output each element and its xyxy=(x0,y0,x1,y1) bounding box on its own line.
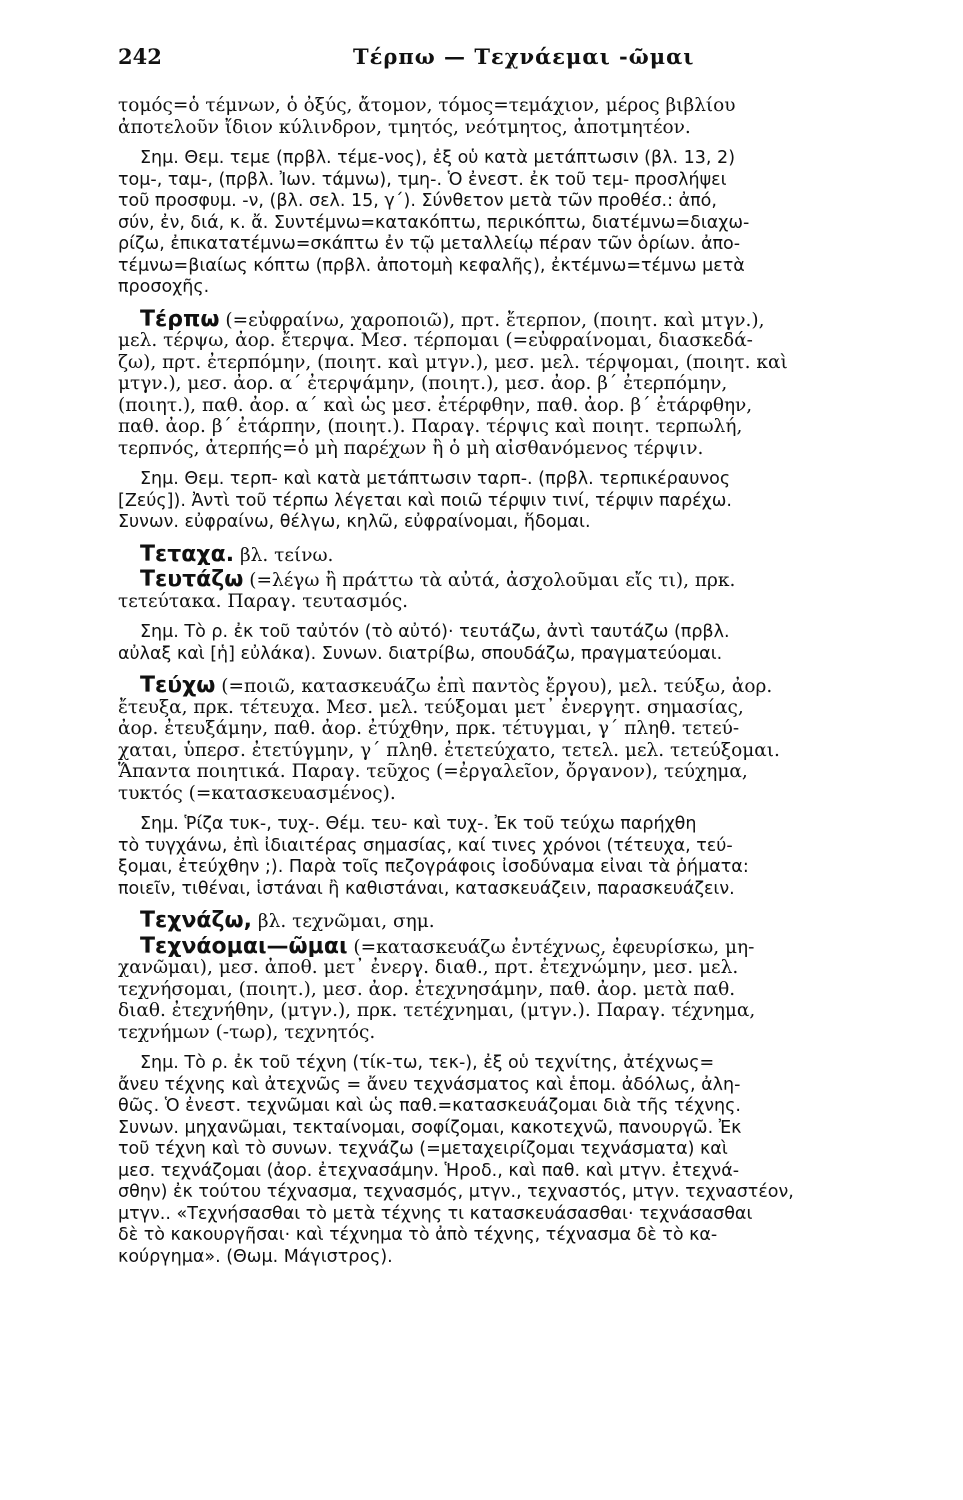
text-line: χαται, ὑπερσ. ἐτετύγμην, γ΄ πληθ. ἐτετεύχατο, τετελ. μελ. τετεύξομαι. xyxy=(118,739,780,761)
text-line: τὸ τυγχάνω, ἐπὶ ἰδιαιτέρας σημασίας, καί τινες χρόνοι (τέτευχα, τεύ- xyxy=(118,835,733,856)
text-line: ζω), πρτ. ἐτερπόμην, (ποιητ. καὶ μτγν.), μεσ. μελ. τέρψομαι, (ποιητ. καὶ xyxy=(118,351,788,373)
text-line: τέμνω=βιαίως κόπτω (πρβλ. ἀποτομὴ κεφαλῆς), ἐκτέμνω=τέμνω μετὰ xyxy=(118,255,745,276)
headword: Τευτάζω xyxy=(140,569,244,591)
text-line: τοῦ προσφυμ. -ν, (βλ. σελ. 15, γ΄). Σύνθετον μετὰ τῶν προθέσ.: ἀπό, xyxy=(118,191,717,211)
text-line: ἀορ. ἐτευξάμην, παθ. ἀορ. ἐτύχθην, πρκ. τέτυγμαι, γ΄ πληθ. τετεύ- xyxy=(118,718,740,739)
text-line: ρίζω, ἐπικατατέμνω=σκάπτω ἐν τῷ μεταλλείῳ πέραν τῶν ὁρίων. ἀπο- xyxy=(118,234,741,254)
text-line: Σημ. Τὸ ρ. ἐκ τοῦ ταὐτόν (τὸ αὐτό)· τευτάζω, ἀντὶ ταυτάζω (πρβλ. xyxy=(140,622,730,642)
text-line: τυκτός (=κατασκευασμένος). xyxy=(118,782,396,804)
etymology-note xyxy=(118,622,928,665)
text-line: δὲ τὸ κακουργῆσαι· καὶ τέχνημα τὸ ἀπὸ τέχνης, τέχνασμα δὲ τὸ κα- xyxy=(118,1225,718,1245)
paragraph-gap xyxy=(118,804,928,814)
running-head: Τέρπω — Τεχνάεμαι -ῶμαι xyxy=(353,44,695,69)
paragraph-gap xyxy=(118,612,928,622)
paragraph-gap xyxy=(118,138,928,148)
entry-definition-start: (=ποιῶ, κατασκευάζω ἐπὶ παντὸς ἔργου), μελ. τεύξω, ἀορ. xyxy=(215,676,773,697)
text-line: σύν, ἐν, διά, κ. ἄ. Συντέμνω=κατακόπτω, περικόπτω, διατέμνω=διαχω- xyxy=(118,212,750,233)
paragraph-gap xyxy=(118,1268,928,1278)
dictionary-entry xyxy=(118,936,928,1044)
text-line: σθην) ἐκ τούτου τέχνασμα, τεχνασμός, μτγν., τεχναστός, μτγν. τεχναστέον, xyxy=(118,1182,794,1202)
dictionary-entry xyxy=(118,675,928,804)
text-line: ἔτευξα, πρκ. τέτευχα. Μεσ. μελ. τεύξομαι μετ᾿ ἐνεργητ. σημασίας, xyxy=(118,696,744,718)
text-line: Συνων. μηχανῶμαι, τεκταίνομαι, σοφίζομαι, κακοτεχνῶ, πανουργῶ. Ἐκ xyxy=(118,1117,742,1138)
text-line: τομ-, ταμ-, (πρβλ. Ἰων. τάμνω), τμη-. Ὁ ἐνεστ. ἐκ τοῦ τεμ- προσλήψει xyxy=(118,169,727,190)
text-line: (ποιητ.), παθ. ἀορ. α΄ καὶ ὡς μεσ. ἐτέρφθην, παθ. ἀορ. β΄ ἐτάρφθην, xyxy=(118,394,753,416)
headword: Τεχνάομαι—ῶμαι xyxy=(140,935,348,957)
text-line: Ἅπαντα ποιητικά. Παραγ. τεῦχος (=ἐργαλεῖον, ὄργανον), τεύχημα, xyxy=(118,761,748,782)
etymology-note xyxy=(118,148,928,299)
etymology-note xyxy=(118,814,928,900)
text-line: τοῦ τέχνη καὶ τὸ συνων. τεχνάζω (=μεταχειρίζομαι τεχνάσματα) καὶ xyxy=(118,1139,728,1159)
text-line: τεχνήσομαι, (ποιητ.), μεσ. ἀορ. ἐτεχνησάμην, παθ. ἀορ. μετὰ παθ. xyxy=(118,978,736,1000)
text-line: μτγν.. «Τεχνήσασθαι τὸ μετὰ τέχνης τι κατασκευάσασθαι· τεχνάσασθαι xyxy=(118,1203,753,1224)
page-number: 242 xyxy=(118,44,162,69)
continued-text xyxy=(118,95,928,138)
entry-definition-start: (=εὐφραίνω, χαροποιῶ), πρτ. ἔτερπον, (ποιητ. καὶ μτγν.), xyxy=(219,309,765,330)
etymology-note xyxy=(118,1053,928,1268)
headword: Τέρπω xyxy=(140,308,220,330)
entry-definition-start: βλ. τείνω. xyxy=(234,544,334,565)
entry-definition-start: (=κατασκευάζω ἐντέχνως, ἐφευρίσκω, μη- xyxy=(347,936,755,957)
entry-first-line xyxy=(118,569,928,591)
text-line: Σημ. Τὸ ρ. ἐκ τοῦ τέχνη (τίκ-τω, τεκ-), ἐξ οὗ τεχνίτης, ἀτέχνως= xyxy=(140,1053,715,1073)
text-line: ποιεῖν, τιθέναι, ἱστάναι ἢ καθιστάναι, κατασκευάζειν, παρασκευάζειν. xyxy=(118,878,735,899)
text-line: τεχνήμων (-τωρ), τεχνητός. xyxy=(118,1021,376,1043)
etymology-note xyxy=(118,469,928,534)
text-line: παθ. ἀορ. β΄ ἐτάρπην, (ποιητ.). Παραγ. τέρψις καὶ ποιητ. τερπωλή, xyxy=(118,416,743,437)
text-line: θῶς. Ὁ ἐνεστ. τεχνῶμαι καὶ ὡς παθ.=κατασκευάζομαι διὰ τῆς τέχνης. xyxy=(118,1096,741,1116)
text-line: Σημ. Θεμ. τεμε (πρβλ. τέμε-νος), ἐξ οὗ κατὰ μετάπτωσιν (βλ. 13, 2) xyxy=(140,148,736,168)
text-line: χανῶμαι), μεσ. ἀποθ. μετ᾿ ἐνεργ. διαθ., πρτ. ἐτεχνώμην, μεσ. μελ. xyxy=(118,957,739,978)
headword: Τεχνάζω, xyxy=(140,910,253,932)
text-line: Συνων. εὐφραίνω, θέλγω, κηλῶ, εὐφραίνομαι, ἥδομαι. xyxy=(118,512,591,532)
text-line: τομός=ὁ τέμνων, ὁ ὀξύς, ἄτομον, τόμος=τεμάχιον, μέρος βιβλίου xyxy=(118,95,736,116)
text-line: Σημ. Θεμ. τερπ- καὶ κατὰ μετάπτωσιν ταρπ-. (πρβλ. τερπικέραυνος xyxy=(140,469,731,489)
paragraph-gap xyxy=(118,665,928,675)
text-line: κούργημα». (Θωμ. Μάγιστρος). xyxy=(118,1246,393,1267)
dictionary-entry xyxy=(118,910,928,932)
page-header xyxy=(118,44,883,78)
paragraph-gap xyxy=(118,900,928,910)
entry-first-line xyxy=(118,910,928,932)
dictionary-entry xyxy=(118,544,928,566)
entry-first-line xyxy=(118,309,928,331)
text-line: προσοχῆς. xyxy=(118,277,210,297)
text-line: μελ. τέρψω, ἀορ. ἔτερψα. Μεσ. τέρπομαι (=εὐφραίνομαι, διασκεδά- xyxy=(118,330,753,351)
text-line: Σημ. Ῥίζα τυκ-, τυχ-. Θέμ. τευ- καὶ τυχ-. Ἐκ τοῦ τεύχω παρήχθη xyxy=(140,814,697,834)
entry-definition-start: (=λέγω ἢ πράττω τὰ αὐτά, ἀσχολοῦμαι εἴς τι), πρκ. xyxy=(243,570,736,591)
paragraph-gap xyxy=(118,459,928,469)
paragraph-gap xyxy=(118,299,928,309)
entry-first-line xyxy=(118,544,928,566)
text-line: μτγν.), μεσ. ἀορ. α΄ ἐτερψάμην, (ποιητ.), μεσ. ἀορ. β΄ ἐτερπόμην, xyxy=(118,373,728,394)
page-body xyxy=(118,95,928,1278)
text-line: τετεύτακα. Παραγ. τευτασμός. xyxy=(118,590,409,612)
text-line: ἄνευ τέχνης καὶ ἀτεχνῶς = ἄνευ τεχνάσματος καὶ ἑπομ. ἀδόλως, ἀλη- xyxy=(118,1074,741,1095)
paragraph-gap xyxy=(118,534,928,544)
entry-first-line xyxy=(118,675,928,697)
text-line: [Ζεύς]). Ἀντὶ τοῦ τέρπω λέγεται καὶ ποιῶ τέρψιν τινί, τέρψιν παρέχω. xyxy=(118,490,732,511)
text-line: αὖλαξ καὶ [ἡ] εὐλάκα). Συνων. διατρίβω, σπουδάζω, πραγματεύομαι. xyxy=(118,643,723,664)
text-line: τερπνός, ἀτερπής=ὁ μὴ παρέχων ἢ ὁ μὴ αἰσθανόμενος τέρψιν. xyxy=(118,437,704,459)
dictionary-entry xyxy=(118,309,928,460)
dictionary-entry xyxy=(118,569,928,612)
text-line: ἀποτελοῦν ἴδιον κύλινδρον, τμητός, νεότμητος, ἀποτμητέον. xyxy=(118,116,691,138)
text-line: ξομαι, ἐτεύχθην ;). Παρὰ τοῖς πεζογράφοις ἰσοδύναμα εἶναι τὰ ῥήματα: xyxy=(118,857,749,877)
text-line: διαθ. ἐτεχνήθην, (μτγν.), πρκ. τετέχνημαι, (μτγν.). Παραγ. τέχνημα, xyxy=(118,1000,756,1021)
text-line: μεσ. τεχνάζομαι (ἀορ. ἐτεχνασάμην. Ἡροδ., καὶ παθ. καὶ μτγν. ἐτεχνά- xyxy=(118,1160,740,1181)
headword: Τεύχω xyxy=(140,675,216,697)
entry-definition-start: βλ. τεχνῶμαι, σημ. xyxy=(252,911,435,932)
headword: Τεταχα. xyxy=(140,543,235,565)
entry-first-line xyxy=(118,936,928,958)
paragraph-gap xyxy=(118,1043,928,1053)
